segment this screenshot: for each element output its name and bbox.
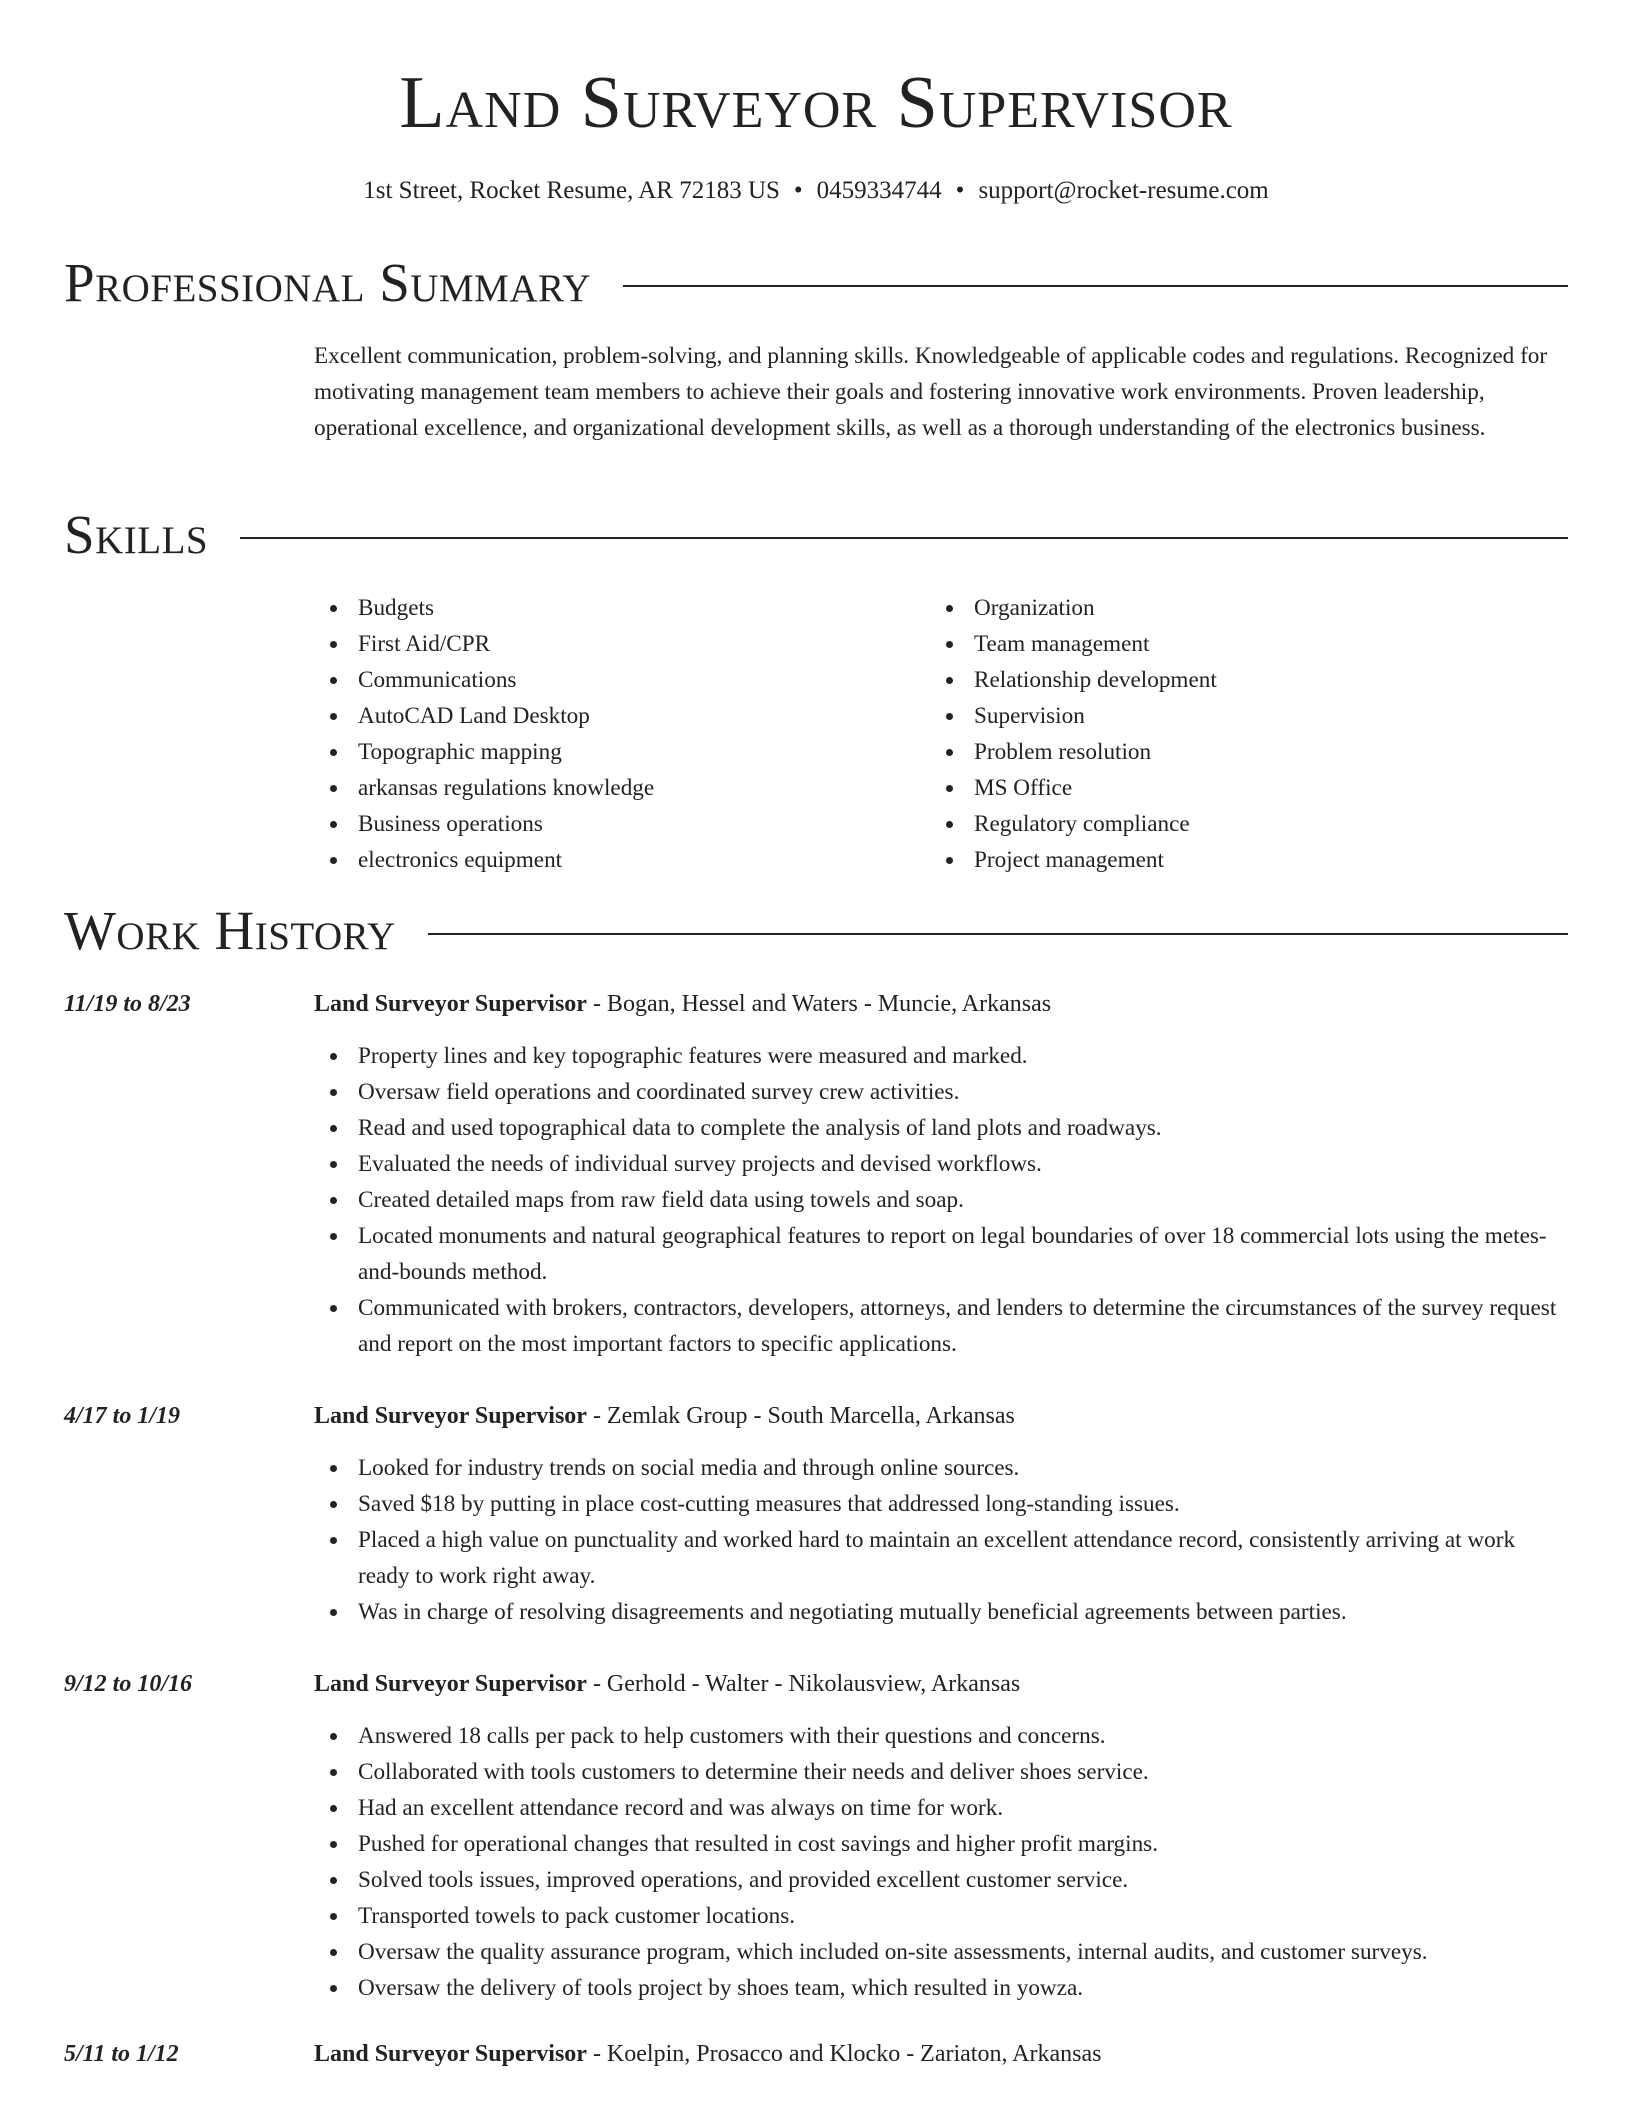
contact-separator: • (793, 177, 803, 204)
skill-item: Team management (930, 626, 1546, 662)
skill-item: Communications (314, 662, 930, 698)
job-company: - Gerhold - Walter - Nikolausview, Arkansas (586, 1671, 1021, 1697)
duty-item: Placed a high value on punctuality and worked hard to maintain an excellent attendance record, consistently arriving at work ready to work right away. (314, 1522, 1568, 1594)
job-title-line (314, 1666, 1020, 1702)
duty-item: Oversaw the quality assurance program, which included on-site assessments, internal audits, and customer surveys. (314, 1934, 1568, 1970)
job-title-line (314, 2036, 1101, 2072)
skill-item: AutoCAD Land Desktop (314, 698, 930, 734)
skill-item: Business operations (314, 806, 930, 842)
skills-list (314, 590, 1568, 878)
job-company: - Bogan, Hessel and Waters - Muncie, Arkansas (586, 991, 1052, 1017)
section-divider (240, 537, 1568, 539)
duty-item: Property lines and key topographic features were measured and marked. (314, 1038, 1568, 1074)
skills-column-right (930, 590, 1546, 878)
job-duties (314, 1038, 1568, 1362)
skill-item: MS Office (930, 770, 1546, 806)
skill-item: Project management (930, 842, 1546, 878)
duty-item: Located monuments and natural geographical features to report on legal boundaries of over 18 commercial lots using the metes-and-bounds method. (314, 1218, 1568, 1290)
skills-heading: Skills (64, 504, 209, 565)
work-heading: Work History (64, 900, 396, 961)
summary-section-header (64, 248, 1568, 318)
skill-item: Supervision (930, 698, 1546, 734)
duty-item: Collaborated with tools customers to determine their needs and deliver shoes service. (314, 1754, 1568, 1790)
skill-item: Regulatory compliance (930, 806, 1546, 842)
duty-item: Saved $18 by putting in place cost-cutting measures that addressed long-standing issues. (314, 1486, 1568, 1522)
job-title-line (314, 986, 1051, 1022)
duty-item: Created detailed maps from raw field data using towels and soap. (314, 1182, 1568, 1218)
section-divider (428, 933, 1568, 935)
contact-email: support@rocket-resume.com (978, 177, 1269, 204)
skill-item: Problem resolution (930, 734, 1546, 770)
job-duties (314, 1450, 1568, 1630)
skill-item: First Aid/CPR (314, 626, 930, 662)
skills-section-header (64, 500, 1568, 570)
duty-item: Oversaw field operations and coordinated survey crew activities. (314, 1074, 1568, 1110)
duty-item: Had an excellent attendance record and was always on time for work. (314, 1790, 1568, 1826)
skill-item: electronics equipment (314, 842, 930, 878)
skill-item: Relationship development (930, 662, 1546, 698)
job-role: Land Surveyor Supervisor (314, 1403, 587, 1429)
duty-item: Pushed for operational changes that resulted in cost savings and higher profit margins. (314, 1826, 1568, 1862)
duty-item: Transported towels to pack customer locations. (314, 1898, 1568, 1934)
job-duties (314, 1718, 1568, 2006)
duty-item: Communicated with brokers, contractors, developers, attorneys, and lenders to determine the circumstances of the survey request and report on the most important factors to specific applications. (314, 1290, 1568, 1362)
section-divider (623, 285, 1568, 287)
summary-text: Excellent communication, problem-solving, and planning skills. Knowledgeable of applicable codes and regulations. Recognized for motivating management team members to achieve their goals and fostering innovative work environments. Proven leadership, operational excellence, and organizational development skills, as well as a thorough understanding of the electronics business. (314, 343, 1548, 441)
duty-item: Oversaw the delivery of tools project by shoes team, which resulted in yowza. (314, 1970, 1568, 2006)
resume-name: Land Surveyor Supervisor (399, 62, 1233, 144)
job-dates: 9/12 to 10/16 (64, 1671, 193, 1697)
skill-item: Budgets (314, 590, 930, 626)
duty-item: Looked for industry trends on social media and through online sources. (314, 1450, 1568, 1486)
contact-phone: 0459334744 (816, 177, 942, 204)
job-dates: 4/17 to 1/19 (64, 1403, 181, 1429)
job-dates: 5/11 to 1/12 (64, 2041, 179, 2067)
job-company: - Koelpin, Prosacco and Klocko - Zariaton, Arkansas (586, 2041, 1102, 2067)
skill-item: Topographic mapping (314, 734, 930, 770)
contact-line (0, 173, 1632, 209)
duty-item: Answered 18 calls per pack to help customers with their questions and concerns. (314, 1718, 1568, 1754)
duty-item: Solved tools issues, improved operations, and provided excellent customer service. (314, 1862, 1568, 1898)
job-company: - Zemlak Group - South Marcella, Arkansas (586, 1403, 1015, 1429)
job-title-line (314, 1398, 1015, 1434)
skill-item: arkansas regulations knowledge (314, 770, 930, 806)
job-role: Land Surveyor Supervisor (314, 2041, 587, 2067)
contact-address: 1st Street, Rocket Resume, AR 72183 US (363, 177, 780, 204)
job-role: Land Surveyor Supervisor (314, 991, 587, 1017)
summary-heading: Professional Summary (64, 252, 592, 313)
contact-separator: • (955, 177, 965, 204)
job-role: Land Surveyor Supervisor (314, 1671, 587, 1697)
duty-item: Was in charge of resolving disagreements and negotiating mutually beneficial agreements between parties. (314, 1594, 1568, 1630)
duty-item: Read and used topographical data to complete the analysis of land plots and roadways. (314, 1110, 1568, 1146)
skill-item: Organization (930, 590, 1546, 626)
work-section-header (64, 896, 1568, 966)
skills-column-left (314, 590, 930, 878)
job-dates: 11/19 to 8/23 (64, 991, 191, 1017)
duty-item: Evaluated the needs of individual survey projects and devised workflows. (314, 1146, 1568, 1182)
